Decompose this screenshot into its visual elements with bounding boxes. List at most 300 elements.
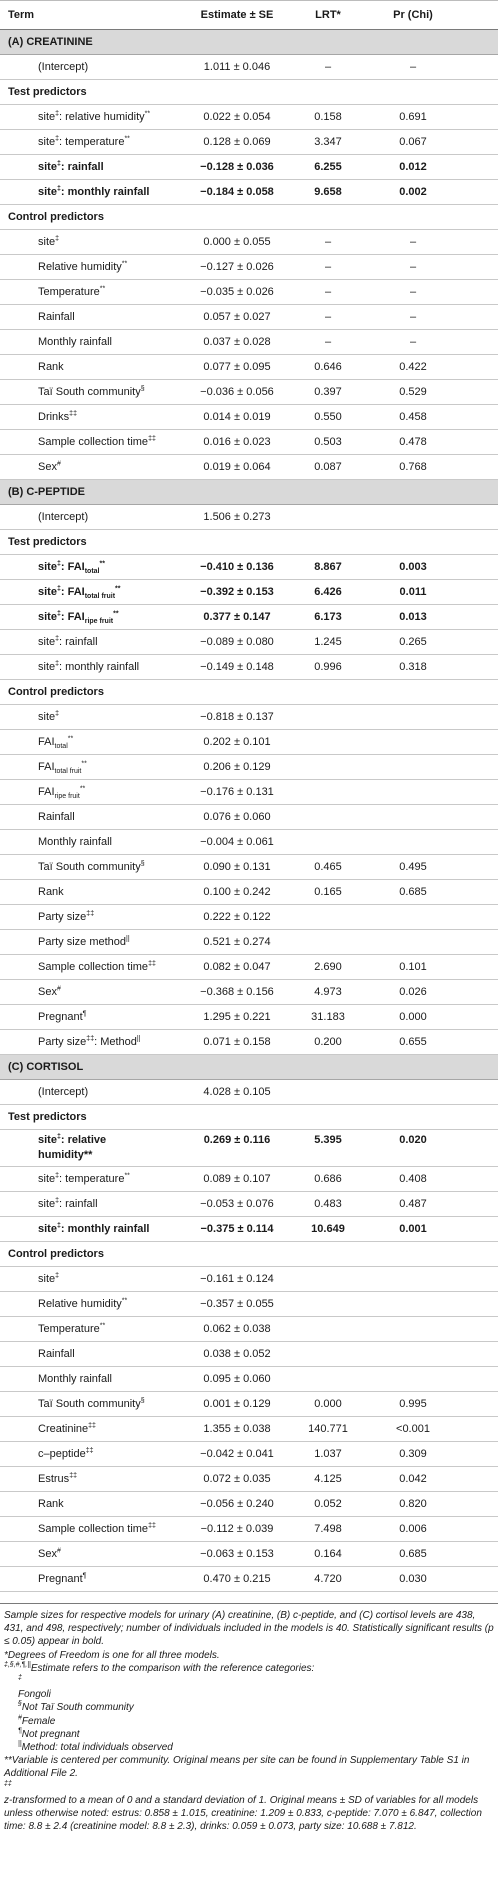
pr-cell: – xyxy=(409,236,417,248)
table-row xyxy=(0,505,498,530)
table-row xyxy=(0,130,498,155)
estimate-cell: 0.014 ± 0.019 xyxy=(203,411,271,423)
term-cell xyxy=(38,1133,106,1163)
pr-cell: 0.026 xyxy=(399,986,427,998)
term-text-rest: : FAI xyxy=(60,586,85,598)
group-label: Test predictors xyxy=(8,1111,87,1123)
lrt-cell: 0.686 xyxy=(314,1173,342,1185)
term-cell xyxy=(38,330,112,354)
term-text: Relative humidity xyxy=(38,261,122,273)
term-footnote-mark: ‡‡ xyxy=(148,435,156,443)
estimate-cell: −0.042 ± 0.041 xyxy=(200,1448,274,1460)
table-row xyxy=(0,580,498,605)
term-text: Rank xyxy=(38,1498,64,1510)
lrt-cell: 0.052 xyxy=(314,1498,342,1510)
term-text-rest: : monthly rainfall xyxy=(59,661,140,673)
term-footnote-mark-2: ** xyxy=(81,760,87,768)
table-row xyxy=(0,280,498,305)
lrt-cell: 0.996 xyxy=(314,661,342,673)
note-text: Female xyxy=(21,1715,56,1727)
term-cell xyxy=(38,1442,94,1466)
term-subscript: total xyxy=(54,743,68,751)
term-text: Rainfall xyxy=(38,811,75,823)
estimate-cell: −0.184 ± 0.058 xyxy=(200,186,274,198)
lrt-cell: – xyxy=(324,61,332,73)
lrt-cell: 4.125 xyxy=(314,1473,342,1485)
term-cell xyxy=(38,1367,112,1391)
term-text: Rank xyxy=(38,886,64,898)
group-label: Test predictors xyxy=(8,86,87,98)
section-title: (C) CORTISOL xyxy=(8,1061,84,1073)
term-footnote-mark-2: ** xyxy=(115,585,121,593)
pr-cell: 0.067 xyxy=(399,136,427,148)
table-row xyxy=(0,1292,498,1317)
pr-cell: 0.318 xyxy=(399,661,427,673)
pr-cell: – xyxy=(409,336,417,348)
note-centered: **Variable is centered per community. Original means per site can be found in Supplementary Table S1 in Additional File 2. xyxy=(4,1755,470,1780)
term-text: site xyxy=(38,586,57,598)
term-footnote-mark: § xyxy=(140,385,145,393)
estimate-cell: 0.202 ± 0.101 xyxy=(203,736,271,748)
term-text: Sample collection time xyxy=(38,1523,149,1535)
pr-cell: 0.655 xyxy=(399,1036,427,1048)
pr-cell: 0.995 xyxy=(399,1398,427,1410)
table-row xyxy=(0,1317,498,1342)
estimate-cell: 0.222 ± 0.122 xyxy=(203,911,271,923)
table-row xyxy=(0,380,498,405)
note-mark: § xyxy=(18,1701,22,1709)
term-subscript: ripe fruit xyxy=(84,618,114,626)
term-footnote-mark: ‡‡ xyxy=(88,1422,96,1430)
table-row xyxy=(0,1542,498,1567)
term-cell xyxy=(38,1217,150,1241)
estimate-cell: −0.128 ± 0.036 xyxy=(200,161,274,173)
term-footnote-mark: ‡ xyxy=(55,635,60,643)
estimate-cell: −0.375 ± 0.114 xyxy=(200,1223,274,1235)
note-mark: ¶ xyxy=(18,1727,22,1735)
term-text-rest: : temperature xyxy=(59,136,125,148)
estimate-cell: −0.035 ± 0.026 xyxy=(200,286,274,298)
term-text: site xyxy=(38,1198,56,1210)
pr-cell: 0.030 xyxy=(399,1573,427,1585)
lrt-cell: 0.646 xyxy=(314,361,342,373)
lrt-cell: 0.483 xyxy=(314,1198,342,1210)
pr-cell: <0.001 xyxy=(396,1423,430,1435)
table-row xyxy=(0,705,498,730)
table-row xyxy=(0,1217,498,1242)
group-label: Control predictors xyxy=(8,1248,104,1260)
estimate-cell: −0.161 ± 0.124 xyxy=(200,1273,274,1285)
term-cell xyxy=(38,1167,130,1191)
table-row xyxy=(0,730,498,755)
predictor-group-label xyxy=(0,205,498,230)
table-row xyxy=(0,780,498,805)
term-text: Rank xyxy=(38,361,64,373)
term-cell xyxy=(38,105,150,129)
term-cell xyxy=(38,255,127,279)
term-text: (Intercept) xyxy=(38,511,89,523)
estimate-cell: −0.357 ± 0.055 xyxy=(200,1298,274,1310)
term-footnote-mark-2: ** xyxy=(79,785,86,793)
term-footnote-mark: ** xyxy=(121,260,128,268)
term-footnote-mark: ‡ xyxy=(55,660,60,668)
table-header xyxy=(0,0,498,30)
note-ref-tai xyxy=(0,1701,498,1714)
note-text: Not Taï South community xyxy=(21,1702,134,1714)
term-subscript: total fruit xyxy=(84,593,116,601)
predictor-group-label xyxy=(0,530,498,555)
term-footnote-mark: || xyxy=(126,935,130,943)
term-subscript: total fruit xyxy=(54,768,82,776)
estimate-cell: −0.410 ± 0.136 xyxy=(200,561,274,573)
group-label: Control predictors xyxy=(8,686,104,698)
pr-cell: 0.478 xyxy=(399,436,427,448)
term-footnote-mark: ‡ xyxy=(56,185,61,193)
term-text: Creatinine xyxy=(38,1423,89,1435)
term-cell xyxy=(38,830,112,854)
term-text: Sex xyxy=(38,986,57,998)
pr-cell: 0.487 xyxy=(399,1198,427,1210)
term-text: FAI xyxy=(38,761,55,773)
term-text-rest: : rainfall xyxy=(59,636,98,648)
term-footnote-mark: ‡ xyxy=(56,560,61,568)
note-z-transformed: z-transformed to a mean of 0 and a standard deviation of 1. Original means ± SD of variables for all models unless otherwise noted: estrus: 0.858 ± 1.015, creatinine: 1.209 ± 0.833, c-peptide: 7.070 ± 6.847, collection time: 8.8 ± 2.4 (creatinine model: 8.8 ± 2.3), drinks: 0.059 ± 0.073, party size: 10.688 ± 7.812. xyxy=(4,1794,482,1833)
term-text: Temperature xyxy=(38,286,100,298)
term-cell xyxy=(38,730,73,754)
note-sample-sizes: Sample sizes for respective models for urinary (A) creatinine, (B) c-peptide, and (C) cortisol levels are 438, 431, and 498, respectively; number of individuals included in the models is 40. Statistically significant results (p ≤ 0.05) appear in bold. xyxy=(4,1610,494,1648)
pr-cell: 0.042 xyxy=(399,1473,427,1485)
estimate-cell: 1.295 ± 0.221 xyxy=(203,1011,271,1023)
term-text-rest: : rainfall xyxy=(60,161,104,173)
term-text: Taï South community xyxy=(38,1398,141,1410)
term-cell xyxy=(38,455,61,479)
term-text: site xyxy=(38,1273,56,1285)
term-text: site xyxy=(38,111,56,123)
term-cell xyxy=(38,1030,141,1054)
term-footnote-mark: ‡ xyxy=(55,235,60,243)
term-cell xyxy=(38,155,104,179)
note-degrees-of-freedom: *Degrees of Freedom is one for all three models. xyxy=(4,1649,220,1661)
term-footnote-mark-2: ** xyxy=(124,1172,130,1180)
term-text: Party size xyxy=(38,1036,87,1048)
term-footnote-mark-2: || xyxy=(136,1035,141,1043)
note-mark: || xyxy=(18,1740,22,1748)
estimate-cell: 0.062 ± 0.038 xyxy=(203,1323,271,1335)
pr-cell: 0.768 xyxy=(399,461,427,473)
estimate-cell: 4.028 ± 0.105 xyxy=(203,1086,271,1098)
lrt-cell: 31.183 xyxy=(311,1011,345,1023)
group-label: Control predictors xyxy=(8,211,104,223)
term-footnote-mark: ‡‡ xyxy=(69,1472,77,1480)
term-text: Taï South community xyxy=(38,386,141,398)
pr-cell: – xyxy=(409,61,417,73)
term-cell xyxy=(38,880,64,904)
term-cell xyxy=(38,980,61,1004)
lrt-cell: – xyxy=(324,236,332,248)
predictor-group-label xyxy=(0,1242,498,1267)
predictor-group-label xyxy=(0,80,498,105)
term-text: Estrus xyxy=(38,1473,70,1485)
term-text-rest: : FAI xyxy=(60,561,85,573)
table-row xyxy=(0,455,498,480)
lrt-cell: 6.173 xyxy=(314,611,342,623)
term-cell xyxy=(38,780,85,804)
term-cell xyxy=(38,305,75,329)
table-row xyxy=(0,1442,498,1467)
term-cell xyxy=(38,1080,88,1104)
table-row xyxy=(0,1517,498,1542)
term-footnote-mark: ¶ xyxy=(82,1572,87,1580)
term-cell xyxy=(38,1317,105,1341)
term-footnote-mark-2: ** xyxy=(99,560,105,568)
term-cell xyxy=(38,180,150,204)
term-footnote-mark: ‡‡ xyxy=(86,1035,95,1043)
term-footnote-mark: ‡ xyxy=(55,1197,60,1205)
term-cell xyxy=(38,555,105,579)
estimate-cell: −0.053 ± 0.076 xyxy=(200,1198,274,1210)
estimate-cell: −0.112 ± 0.039 xyxy=(200,1523,274,1535)
term-text: site xyxy=(38,1173,56,1185)
term-cell xyxy=(38,655,139,679)
lrt-cell: – xyxy=(324,311,332,323)
table-row xyxy=(0,330,498,355)
term-text: site xyxy=(38,161,57,173)
term-text: FAI xyxy=(38,736,55,748)
term-footnote-mark: § xyxy=(140,860,145,868)
term-text: (Intercept) xyxy=(38,1086,89,1098)
lrt-cell: 4.720 xyxy=(314,1573,342,1585)
term-text-rest: : Method xyxy=(94,1036,137,1048)
estimate-cell: 0.038 ± 0.052 xyxy=(203,1348,271,1360)
term-text-rest: : rainfall xyxy=(59,1198,98,1210)
term-cell xyxy=(38,1492,64,1516)
lrt-cell: 0.165 xyxy=(314,886,342,898)
table-row xyxy=(0,1080,498,1105)
term-cell xyxy=(38,355,64,379)
table-row xyxy=(0,755,498,780)
term-text: Monthly rainfall xyxy=(38,836,112,848)
note-ref-female xyxy=(0,1715,498,1728)
term-footnote-mark: ‡ xyxy=(56,1133,61,1141)
pr-cell: – xyxy=(409,311,417,323)
group-label: Test predictors xyxy=(8,536,87,548)
pr-cell: 0.685 xyxy=(399,1548,427,1560)
table-row xyxy=(0,805,498,830)
lrt-cell: 0.164 xyxy=(314,1548,342,1560)
pr-cell: 0.002 xyxy=(399,186,427,198)
term-cell xyxy=(38,380,145,404)
table-row xyxy=(0,1192,498,1217)
estimate-cell: 0.072 ± 0.035 xyxy=(203,1473,271,1485)
estimate-cell: −0.056 ± 0.240 xyxy=(200,1498,274,1510)
term-text: Sample collection time xyxy=(38,436,149,448)
term-footnote-mark-2: ** xyxy=(144,110,151,118)
table-row xyxy=(0,305,498,330)
lrt-cell: 3.347 xyxy=(314,136,342,148)
section-header xyxy=(0,30,498,55)
table-row xyxy=(0,105,498,130)
estimate-cell: 0.470 ± 0.215 xyxy=(203,1573,271,1585)
term-footnote-mark-2: ** xyxy=(124,135,130,143)
lrt-cell: 2.690 xyxy=(314,961,342,973)
table-row xyxy=(0,1467,498,1492)
term-footnote-mark: # xyxy=(56,1547,61,1555)
table-row xyxy=(0,355,498,380)
note-text: Not pregnant xyxy=(21,1728,80,1740)
term-cell xyxy=(38,1567,86,1591)
lrt-cell: 0.158 xyxy=(314,111,342,123)
term-text: site xyxy=(38,1223,57,1235)
table-footnotes xyxy=(0,1603,498,1833)
lrt-cell: 0.200 xyxy=(314,1036,342,1048)
term-cell xyxy=(38,905,94,929)
term-text: Relative humidity xyxy=(38,1298,122,1310)
term-text: Pregnant xyxy=(38,1011,83,1023)
term-text: site xyxy=(38,186,57,198)
table-row xyxy=(0,1342,498,1367)
lrt-cell: 6.426 xyxy=(314,586,342,598)
term-footnote-mark: ‡ xyxy=(55,1272,60,1280)
term-text: Drinks xyxy=(38,411,70,423)
term-cell xyxy=(38,1005,86,1029)
term-cell xyxy=(38,1267,59,1291)
lrt-cell: 0.087 xyxy=(314,461,342,473)
term-text: (Intercept) xyxy=(38,61,89,73)
lrt-cell: 140.771 xyxy=(308,1423,348,1435)
lrt-cell: 0.503 xyxy=(314,436,342,448)
term-cell xyxy=(38,580,121,604)
estimate-cell: −0.392 ± 0.153 xyxy=(200,586,274,598)
estimate-cell: −0.004 ± 0.061 xyxy=(200,836,274,848)
header-pr: Pr (Chi) xyxy=(393,9,433,21)
pr-cell: 0.265 xyxy=(399,636,427,648)
table-row xyxy=(0,1567,498,1592)
note-reference-categories xyxy=(0,1662,498,1675)
table-row xyxy=(0,1130,498,1167)
estimate-cell: 1.355 ± 0.038 xyxy=(203,1423,271,1435)
lrt-cell: 8.867 xyxy=(314,561,342,573)
table-row xyxy=(0,405,498,430)
term-text-rest: : temperature xyxy=(59,1173,125,1185)
term-cell xyxy=(38,1392,145,1416)
estimate-cell: 0.022 ± 0.054 xyxy=(203,111,271,123)
term-text: site xyxy=(38,561,57,573)
term-text-rest: : relative xyxy=(60,1134,107,1146)
term-text: Sex xyxy=(38,461,57,473)
table-row xyxy=(0,555,498,580)
term-text: FAI xyxy=(38,786,55,798)
section-title: (A) CREATININE xyxy=(8,36,93,48)
table-row xyxy=(0,230,498,255)
term-footnote-mark: ‡ xyxy=(55,110,60,118)
term-cell xyxy=(38,430,156,454)
estimate-cell: −0.063 ± 0.153 xyxy=(200,1548,274,1560)
note-ref-method xyxy=(0,1741,498,1754)
table-row xyxy=(0,1367,498,1392)
term-text: Monthly rainfall xyxy=(38,336,112,348)
estimate-cell: 1.011 ± 0.046 xyxy=(203,61,271,73)
lrt-cell: 4.973 xyxy=(314,986,342,998)
note-ref-fongoli xyxy=(0,1675,498,1701)
term-footnote-mark: # xyxy=(56,460,61,468)
term-text: c–peptide xyxy=(38,1448,86,1460)
pr-cell: 0.691 xyxy=(399,111,427,123)
pr-cell: – xyxy=(409,261,417,273)
pr-cell: 0.000 xyxy=(399,1011,427,1023)
pr-cell: – xyxy=(409,286,417,298)
table-row xyxy=(0,180,498,205)
header-estimate: Estimate ± SE xyxy=(200,9,274,21)
estimate-cell: 0.269 ± 0.116 xyxy=(203,1134,271,1146)
term-text: Party size method xyxy=(38,936,127,948)
pr-cell: 0.101 xyxy=(399,961,427,973)
note-ref-pregnant xyxy=(0,1728,498,1741)
table-row xyxy=(0,430,498,455)
term-text: Party size xyxy=(38,911,87,923)
table-row xyxy=(0,1392,498,1417)
term-cell xyxy=(38,1542,61,1566)
term-cell xyxy=(38,1467,77,1491)
note-ref-intro: Estimate refers to the comparison with the reference categories: xyxy=(30,1662,315,1674)
pr-cell: 0.309 xyxy=(399,1448,427,1460)
pr-cell: 0.020 xyxy=(399,1134,427,1146)
estimate-cell: 0.001 ± 0.129 xyxy=(203,1398,271,1410)
lrt-cell: 0.465 xyxy=(314,861,342,873)
term-footnote-mark: § xyxy=(140,1397,145,1405)
pr-cell: 0.820 xyxy=(399,1498,427,1510)
pr-cell: 0.003 xyxy=(399,561,427,573)
term-cell xyxy=(38,230,59,254)
estimate-cell: −0.127 ± 0.026 xyxy=(200,261,274,273)
pr-cell: 0.013 xyxy=(399,611,427,623)
term-cell xyxy=(38,805,75,829)
lrt-cell: – xyxy=(324,261,332,273)
estimate-cell: −0.176 ± 0.131 xyxy=(200,786,274,798)
pr-cell: 0.458 xyxy=(399,411,427,423)
term-footnote-mark: ‡‡ xyxy=(148,960,156,968)
estimate-cell: −0.036 ± 0.056 xyxy=(200,386,274,398)
term-cell xyxy=(38,855,145,879)
term-text: Rainfall xyxy=(38,311,75,323)
table-row xyxy=(0,605,498,630)
term-cell xyxy=(38,130,130,154)
table-row xyxy=(0,830,498,855)
term-footnote-mark: ** xyxy=(99,1322,106,1330)
estimate-cell: 0.057 ± 0.027 xyxy=(203,311,271,323)
table-row xyxy=(0,655,498,680)
table-row xyxy=(0,855,498,880)
term-text: Sex xyxy=(38,1548,57,1560)
estimate-cell: 0.128 ± 0.069 xyxy=(203,136,271,148)
term-text: Sample collection time xyxy=(38,961,149,973)
term-footnote-mark: ‡ xyxy=(56,160,61,168)
term-footnote-mark: ¶ xyxy=(82,1010,87,1018)
term-cell xyxy=(38,1517,156,1541)
note-mark: ‡‡ xyxy=(4,1780,12,1788)
table-row xyxy=(0,255,498,280)
lrt-cell: 5.395 xyxy=(314,1134,342,1146)
table-row xyxy=(0,1492,498,1517)
term-text-rest: : monthly rainfall xyxy=(60,1223,150,1235)
term-footnote-mark: ‡ xyxy=(56,610,61,618)
lrt-cell: 1.245 xyxy=(314,636,342,648)
term-cell xyxy=(38,1417,96,1441)
pr-cell: 0.011 xyxy=(399,586,427,598)
section-title: (B) C-PEPTIDE xyxy=(8,486,85,498)
table-row xyxy=(0,955,498,980)
lrt-cell: 9.658 xyxy=(314,186,342,198)
table-row xyxy=(0,930,498,955)
